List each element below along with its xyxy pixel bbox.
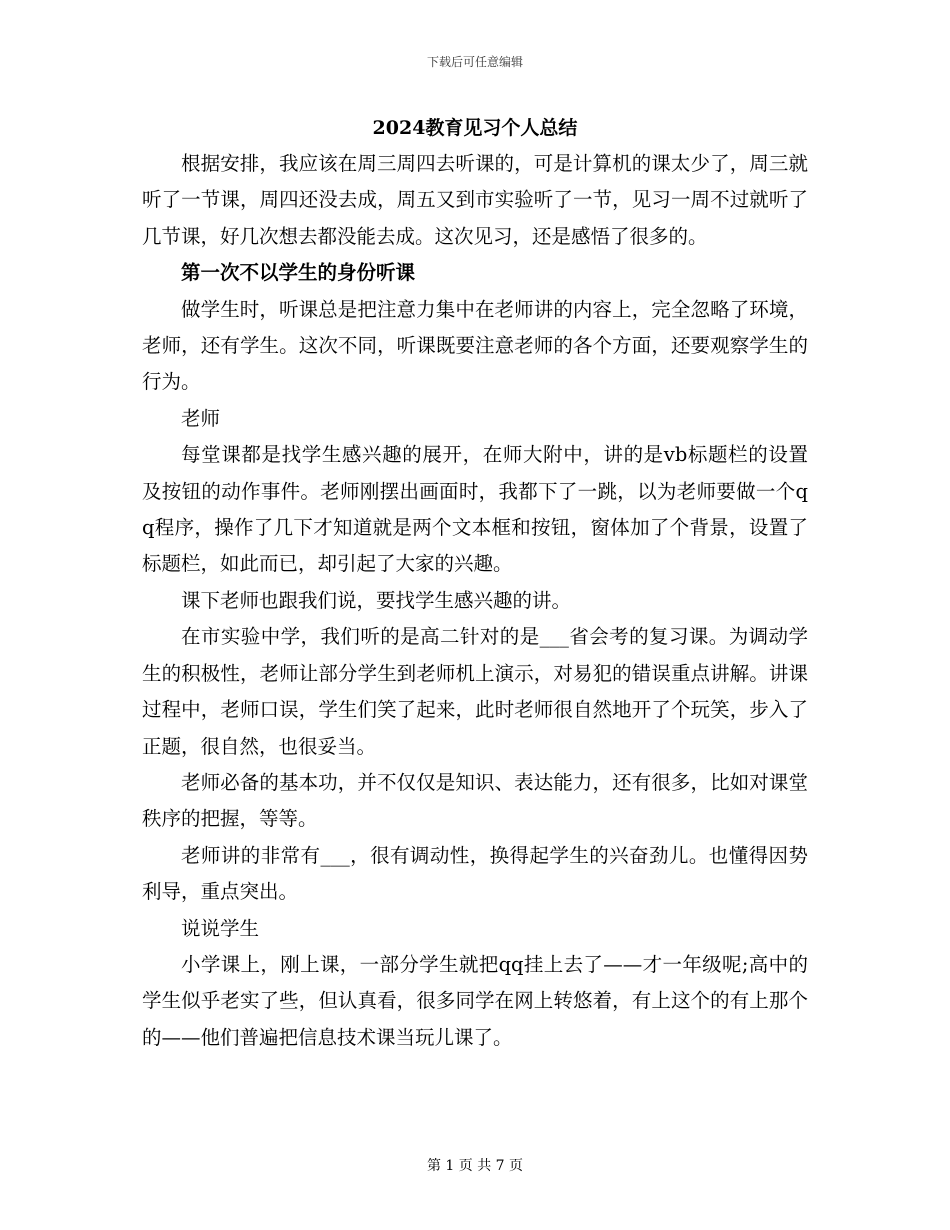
body-paragraph: 老师讲的非常有___，很有调动性，换得起学生的兴奋劲儿。也懂得因势利导，重点突出。: [142, 843, 808, 904]
body-paragraph: 小学课上，刚上课，一部分学生就把qq挂上去了——才一年级呢;高中的学生似乎老实了些，但认真看，很多同学在网上转悠着，有上这个的有上那个的——他们普遍把信息技术课当玩儿课了。: [142, 952, 808, 1049]
body-paragraph: 在市实验中学，我们听的是高二针对的是___省会考的复习课。为调动学生的积极性，老师让部分学生到老师机上演示，对易犯的错误重点讲解。讲课过程中，老师口误，学生们笑了起来，此时老师很自然地开了个玩笑，步入了正题，很自然，也很妥当。: [142, 625, 808, 758]
body-paragraph: 每堂课都是找学生感兴趣的展开，在师大附中，讲的是vb标题栏的设置及按钮的动作事件。老师刚摆出画面时，我都下了一跳，以为老师要做一个qq程序，操作了几下才知道就是两个文本框和按钮，窗体加了个背景，设置了标题栏，如此而已，却引起了大家的兴趣。: [142, 443, 808, 576]
page-footer: 第 1 页 共 7 页: [426, 1158, 524, 1174]
body-paragraph: 老师必备的基本功，并不仅仅是知识、表达能力，还有很多，比如对课堂秩序的把握，等等。: [142, 770, 808, 831]
document-title: 2024教育见习个人总结: [372, 117, 578, 139]
subheading-teacher: 老师: [181, 406, 221, 430]
body-paragraph: 根据安排，我应该在周三周四去听课的，可是计算机的课太少了，周三就听了一节课，周四还没去成，周五又到市实验听了一节，见习一周不过就听了几节课，好几次想去都没能去成。这次见习，还是感悟了很多的。: [142, 152, 808, 248]
header-note: 下载后可任意编辑: [426, 55, 523, 69]
document-body: [142, 146, 808, 1056]
body-paragraph: 做学生时，听课总是把注意力集中在老师讲的内容上，完全忽略了环境，老师，还有学生。这次不同，听课既要注意老师的各个方面，还要观察学生的行为。: [142, 297, 808, 394]
subheading-students: 说说学生: [181, 916, 260, 940]
body-paragraph: 课下老师也跟我们说，要找学生感兴趣的讲。: [181, 588, 572, 612]
section-heading: 第一次不以学生的身份听课: [181, 261, 416, 285]
